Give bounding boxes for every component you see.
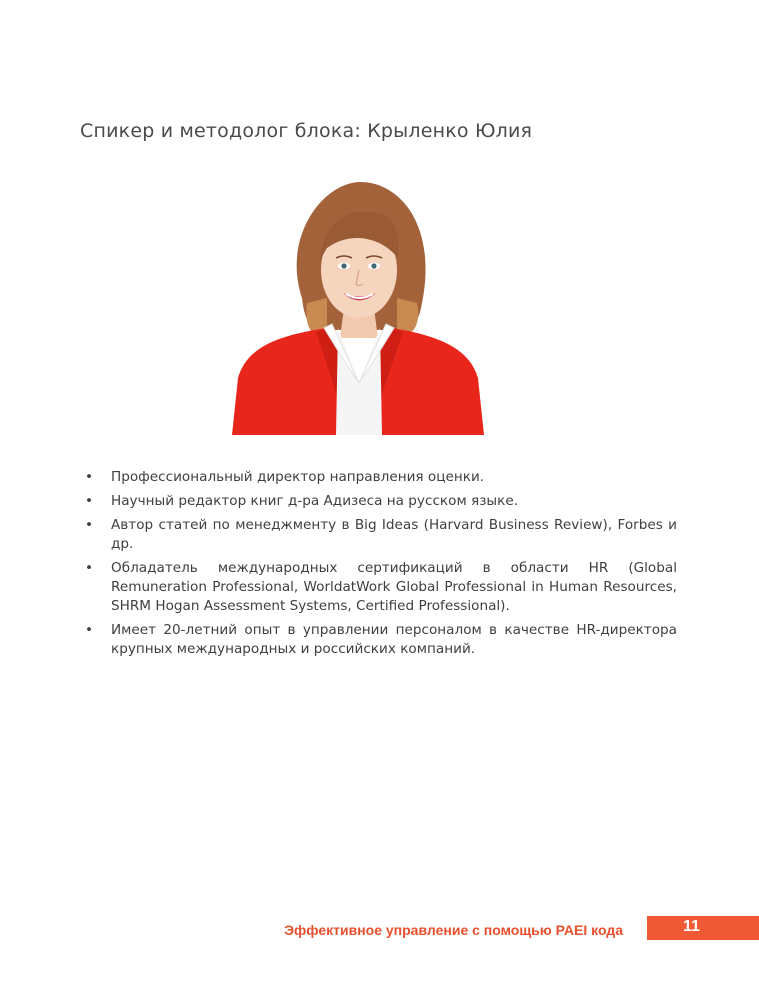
list-item-text: Научный редактор книг д-ра Адизеса на русском языке. [111, 493, 519, 509]
bullet-icon: • [85, 622, 94, 638]
list-item [80, 492, 677, 511]
list-item [80, 516, 677, 554]
list-item-text: Имеет 20-летний опыт в управлении персоналом в качестве HR-директора крупных международных и российских компаний. [111, 622, 677, 657]
page-number: 11 [683, 918, 700, 935]
bullet-icon: • [85, 560, 94, 576]
footer-title: Эффективное управление с помощью PAEI кода [284, 922, 623, 938]
portrait-shirt [336, 328, 382, 435]
page-number-badge [647, 916, 759, 940]
bullet-icon: • [85, 469, 94, 485]
credentials-list [80, 468, 677, 664]
list-item-text: Автор статей по менеджменту в Big Ideas (Harvard Business Review), Forbes и др. [111, 517, 677, 552]
list-item-text: Обладатель международных сертификаций в области HR (Global Remuneration Professional, WorldatWork Global Professional in Human Resources, SHRM Hogan Assessment Systems, Certified Professional). [111, 560, 677, 614]
list-item-text: Профессиональный директор направления оценки. [111, 469, 485, 485]
bullet-icon: • [85, 493, 94, 509]
speaker-portrait [232, 178, 484, 435]
list-item [80, 468, 677, 487]
list-item [80, 621, 677, 659]
list-item [80, 559, 677, 616]
page-title: Спикер и методолог блока: Крыленко Юлия [80, 120, 533, 142]
bullet-icon: • [85, 517, 94, 533]
